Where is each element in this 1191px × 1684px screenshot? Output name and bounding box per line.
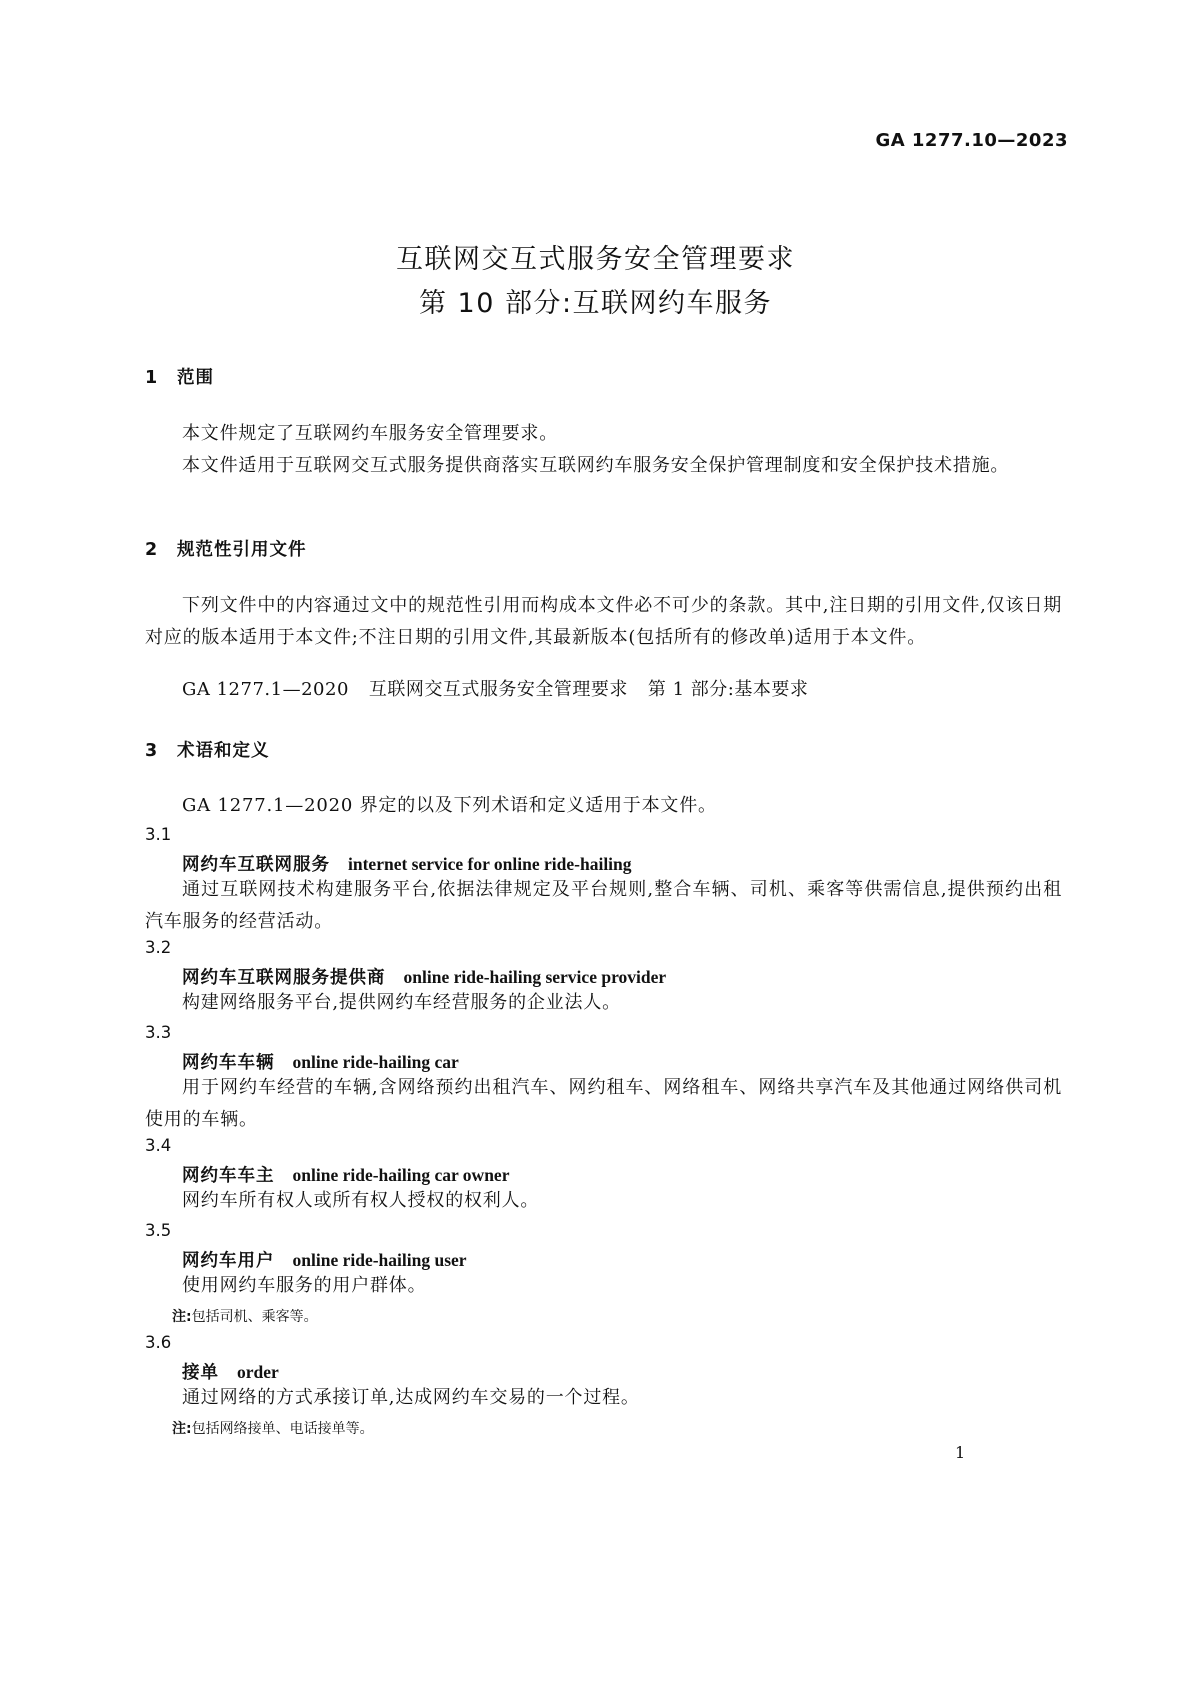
reference-title: 互联网交互式服务安全管理要求	[368, 679, 628, 700]
paragraph: 本文件适用于互联网交互式服务提供商落实互联网约车服务安全保护管理制度和安全保护技术措施。	[182, 455, 1010, 476]
term-name	[182, 1359, 279, 1384]
section-number: 2	[145, 540, 159, 560]
section-title: 规范性引用文件	[177, 540, 307, 560]
term-chinese: 接单	[182, 1363, 219, 1383]
term-number: 3.4	[145, 1136, 172, 1155]
term-number: 3.6	[145, 1333, 172, 1352]
reference-code: GA 1277.1—2020	[182, 679, 349, 700]
section-title: 范围	[177, 368, 214, 388]
section-heading-normative-references	[145, 536, 307, 561]
reference-part: 第 1 部分:基本要求	[647, 679, 809, 700]
term-name	[182, 964, 666, 989]
term-definition: 通过网络的方式承接订单,达成网约车交易的一个过程。	[182, 1387, 640, 1408]
section-heading-scope	[145, 364, 214, 389]
term-name	[182, 851, 632, 876]
term-english: online ride-hailing service provider	[403, 967, 667, 987]
note-text: 包括司机、乘客等。	[191, 1309, 318, 1325]
term-name	[182, 1049, 459, 1074]
note-label: 注:	[172, 1309, 192, 1325]
paragraph: GA 1277.1—2020 界定的以及下列术语和定义适用于本文件。	[182, 795, 717, 816]
paragraph: 下列文件中的内容通过文中的规范性引用而构成本文件必不可少的条款。其中,注日期的引用文件,仅该日期对应的版本适用于本文件;不注日期的引用文件,其最新版本(包括所有的修改单)适用于本文件。	[145, 595, 1062, 648]
page-number: 1	[955, 1443, 966, 1462]
term-note	[172, 1306, 318, 1326]
term-chinese: 网约车互联网服务	[182, 855, 330, 875]
document-title	[0, 238, 1191, 326]
term-number: 3.2	[145, 938, 172, 957]
term-definition: 通过互联网技术构建服务平台,依据法律规定及平台规则,整合车辆、司机、乘客等供需信息,提供预约出租汽车服务的经营活动。	[145, 879, 1062, 932]
section-number: 3	[145, 741, 159, 761]
term-number: 3.5	[145, 1221, 172, 1240]
title-line-1: 互联网交互式服务安全管理要求	[396, 244, 795, 275]
reference-entry	[182, 674, 808, 706]
term-chinese: 网约车用户	[182, 1251, 275, 1271]
term-english: order	[237, 1362, 279, 1382]
term-english: online ride-hailing car owner	[292, 1165, 510, 1185]
term-number: 3.1	[145, 825, 172, 844]
term-chinese: 网约车车主	[182, 1166, 275, 1186]
note-text: 包括网络接单、电话接单等。	[191, 1421, 374, 1437]
term-english: internet service for online ride-hailing	[348, 854, 632, 874]
section-number: 1	[145, 368, 159, 388]
note-label: 注:	[172, 1421, 192, 1437]
term-definition: 网约车所有权人或所有权人授权的权利人。	[182, 1190, 540, 1211]
term-definition: 构建网络服务平台,提供网约车经营服务的企业法人。	[182, 992, 621, 1013]
section-heading-terms-definitions	[145, 737, 270, 762]
term-note	[172, 1418, 374, 1438]
term-english: online ride-hailing car	[292, 1052, 459, 1072]
paragraph: 本文件规定了互联网约车服务安全管理要求。	[182, 423, 558, 444]
term-english: online ride-hailing user	[292, 1250, 467, 1270]
section-title: 术语和定义	[177, 741, 270, 761]
term-definition: 用于网约车经营的车辆,含网络预约出租汽车、网约租车、网络租车、网络共享汽车及其他通过网络供司机使用的车辆。	[145, 1077, 1062, 1130]
document-code: GA 1277.10—2023	[875, 130, 1068, 151]
term-chinese: 网约车车辆	[182, 1053, 275, 1073]
term-name	[182, 1247, 467, 1272]
term-number: 3.3	[145, 1023, 172, 1042]
title-line-2: 第 10 部分:互联网约车服务	[418, 288, 773, 319]
term-name	[182, 1162, 509, 1187]
term-chinese: 网约车互联网服务提供商	[182, 968, 386, 988]
term-definition: 使用网约车服务的用户群体。	[182, 1275, 427, 1296]
